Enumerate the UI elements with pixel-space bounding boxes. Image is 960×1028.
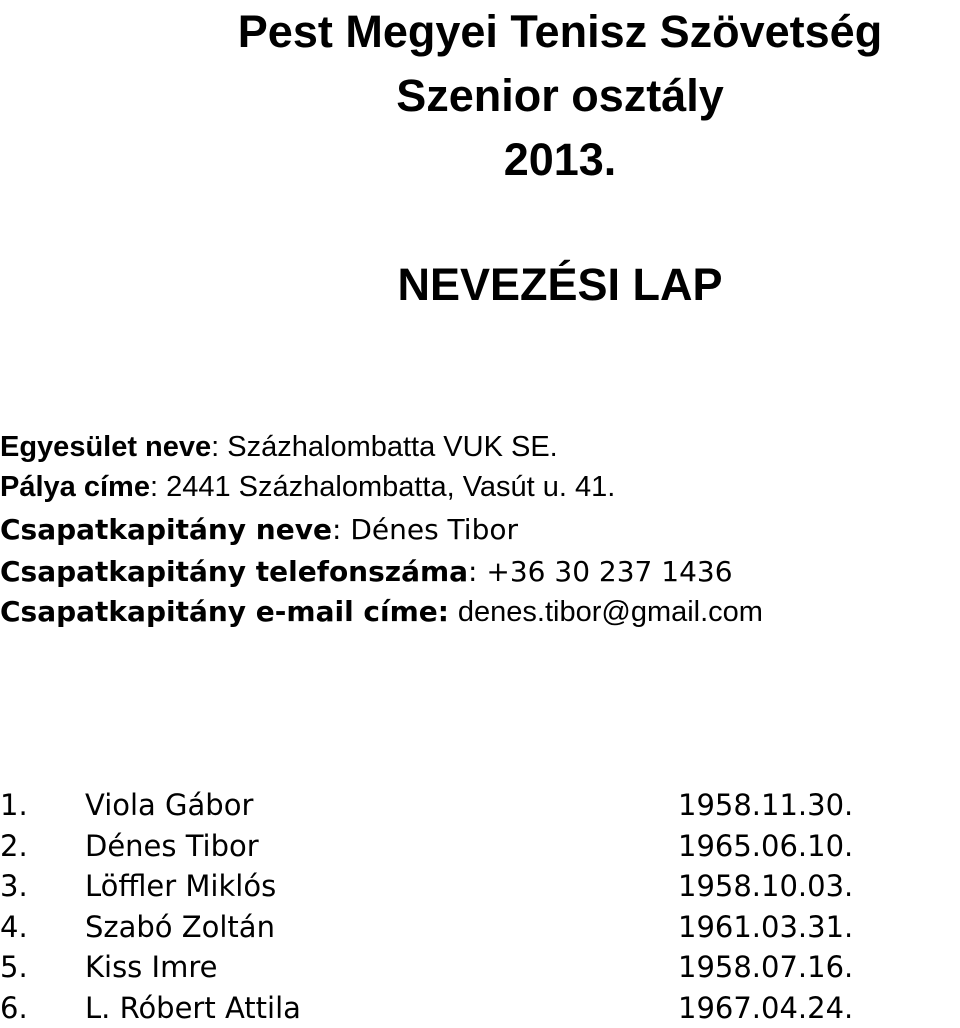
club-name-line [0, 427, 558, 467]
court-address-value: 2441 Százhalombatta, Vasút u. 41. [166, 471, 615, 503]
player-row [0, 866, 960, 907]
player-name: Szabó Zoltán [85, 907, 275, 948]
player-name: Dénes Tibor [85, 826, 259, 867]
player-number: 6. [0, 988, 28, 1028]
player-number: 2. [0, 826, 28, 867]
captain-name-separator: : [332, 513, 341, 546]
captain-phone-separator: : [468, 555, 477, 588]
player-birth-date: 1958.10.03. [678, 866, 853, 907]
court-address-separator: : [150, 471, 158, 503]
player-row [0, 988, 960, 1028]
player-name: Viola Gábor [85, 785, 253, 826]
captain-email-line [0, 592, 763, 632]
player-row [0, 947, 960, 988]
player-birth-date: 1958.07.16. [678, 947, 853, 988]
captain-name-line [0, 510, 518, 550]
captain-phone-value: +36 30 237 1436 [486, 555, 732, 588]
captain-name-label: Csapatkapitány neve [0, 513, 332, 546]
player-birth-date: 1958.11.30. [678, 785, 853, 826]
club-name-label: Egyesület neve [0, 431, 211, 463]
player-number: 5. [0, 947, 28, 988]
division-title: Szenior osztály [160, 64, 960, 128]
player-row [0, 826, 960, 867]
player-number: 4. [0, 907, 28, 948]
club-name-separator: : [211, 431, 219, 463]
player-roster [0, 785, 960, 1028]
federation-title: Pest Megyei Tenisz Szövetség [160, 0, 960, 64]
player-number: 1. [0, 785, 28, 826]
captain-phone-label: Csapatkapitány telefonszáma [0, 555, 468, 588]
court-address-line [0, 467, 615, 507]
player-birth-date: 1961.03.31. [678, 907, 853, 948]
document-header [160, 0, 960, 192]
captain-email-value: denes.tibor@gmail.com [458, 596, 763, 628]
captain-email-label: Csapatkapitány e-mail címe: [0, 595, 449, 628]
captain-name-value: Dénes Tibor [350, 513, 518, 546]
player-name: L. Róbert Attila [85, 988, 301, 1028]
year-title: 2013. [160, 128, 960, 192]
player-birth-date: 1967.04.24. [678, 988, 853, 1028]
club-name-value: Százhalombatta VUK SE. [227, 431, 557, 463]
player-birth-date: 1965.06.10. [678, 826, 853, 867]
form-title: NEVEZÉSI LAP [160, 255, 960, 315]
captain-phone-line [0, 552, 733, 592]
player-name: Kiss Imre [85, 947, 217, 988]
player-row [0, 907, 960, 948]
player-row [0, 785, 960, 826]
player-name: Löffler Miklós [85, 866, 276, 907]
player-number: 3. [0, 866, 28, 907]
court-address-label: Pálya címe [0, 471, 150, 503]
